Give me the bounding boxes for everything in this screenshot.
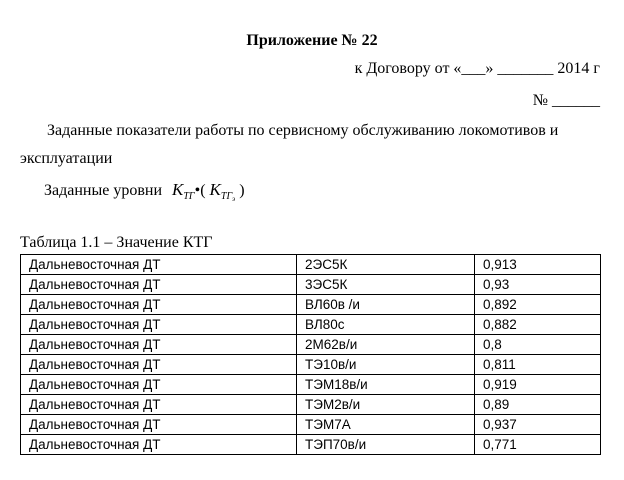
contract-reference: к Договору от «___» _______ 2014 г: [354, 60, 600, 77]
paragraph-line-2: эксплуатации: [20, 150, 113, 167]
cell-value: 0,771: [475, 435, 601, 455]
cell-value: 0,811: [475, 355, 601, 375]
table-row: [21, 355, 601, 375]
table-row: [21, 395, 601, 415]
table-row: [21, 275, 601, 295]
cell-value: 0,89: [475, 395, 601, 415]
table-row: [21, 335, 601, 355]
cell-value: 0,892: [475, 295, 601, 315]
k-subsubscript: э: [232, 195, 236, 203]
cell-road: Дальневосточная ДТ: [21, 295, 297, 315]
cell-series: 2М62в/и: [297, 335, 475, 355]
table-row: [21, 295, 601, 315]
cell-road: Дальневосточная ДТ: [21, 435, 297, 455]
cell-series: ТЭМ2в/и: [297, 395, 475, 415]
cell-value: 0,919: [475, 375, 601, 395]
k-subscript: TГ: [183, 191, 195, 202]
formula-bullet: •(: [194, 182, 206, 199]
levels-line: [44, 180, 245, 203]
table-row: [21, 315, 601, 335]
cell-value: 0,937: [475, 415, 601, 435]
k-subscript-2: TГ: [220, 191, 233, 202]
cell-series: ТЭП70в/и: [297, 435, 475, 455]
levels-label: Заданные уровни: [44, 182, 163, 199]
cell-road: Дальневосточная ДТ: [21, 275, 297, 295]
cell-road: Дальневосточная ДТ: [21, 335, 297, 355]
appendix-title: Приложение № 22: [246, 32, 378, 49]
cell-value: 0,8: [475, 335, 601, 355]
k-symbol: K: [172, 180, 184, 199]
document-number: № ______: [532, 92, 600, 109]
cell-series: 3ЭС5К: [297, 275, 475, 295]
cell-value: 0,913: [475, 255, 601, 275]
cell-series: ВЛ60в /и: [297, 295, 475, 315]
cell-series: ТЭМ18в/и: [297, 375, 475, 395]
cell-series: 2ЭС5К: [297, 255, 475, 275]
table-caption: Таблица 1.1 – Значение КТГ: [20, 234, 213, 251]
cell-road: Дальневосточная ДТ: [21, 255, 297, 275]
cell-series: ТЭМ7А: [297, 415, 475, 435]
table-row: [21, 375, 601, 395]
cell-road: Дальневосточная ДТ: [21, 375, 297, 395]
formula: [172, 180, 245, 203]
paragraph-line-1: Заданные показатели работы по сервисному обслуживанию локомотивов и: [47, 122, 559, 139]
formula-close-paren: ): [239, 182, 245, 199]
k-symbol-2: K: [209, 180, 221, 199]
cell-road: Дальневосточная ДТ: [21, 415, 297, 435]
table-row: [21, 255, 601, 275]
cell-road: Дальневосточная ДТ: [21, 315, 297, 335]
cell-series: ВЛ80с: [297, 315, 475, 335]
table-row: [21, 435, 601, 455]
cell-value: 0,93: [475, 275, 601, 295]
cell-series: ТЭ10в/и: [297, 355, 475, 375]
cell-value: 0,882: [475, 315, 601, 335]
table-row: [21, 415, 601, 435]
ktg-table: [20, 254, 601, 455]
cell-road: Дальневосточная ДТ: [21, 355, 297, 375]
cell-road: Дальневосточная ДТ: [21, 395, 297, 415]
